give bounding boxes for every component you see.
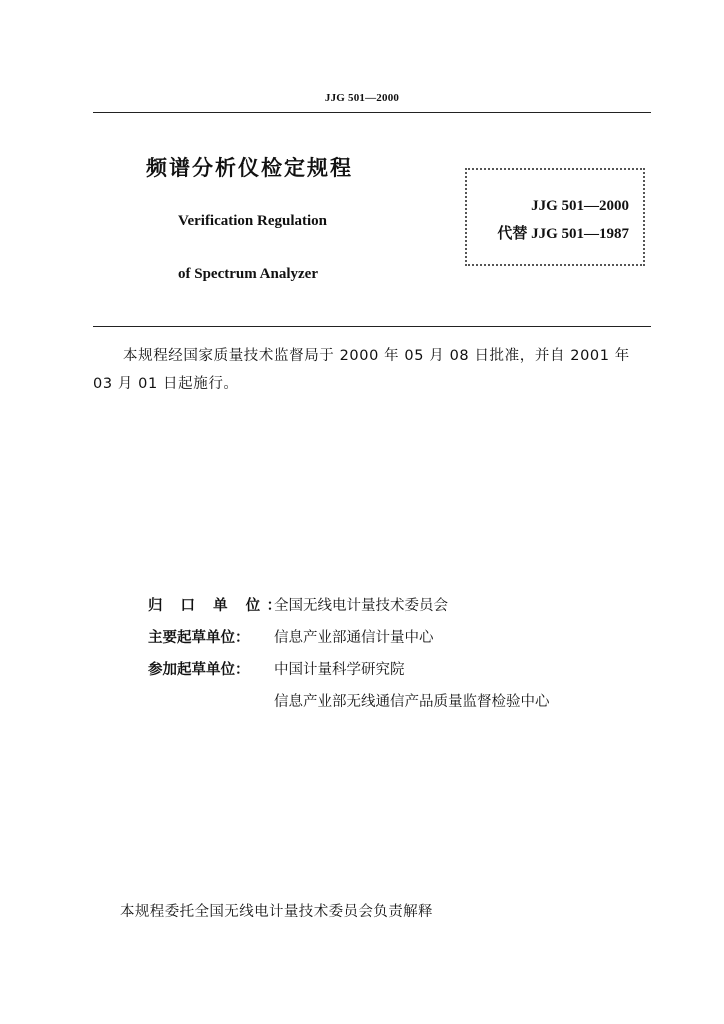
code-box-replaces: 代替 JJG 501—1987 [497, 226, 629, 242]
unit-value: 全国无线电计量技术委员会 [274, 598, 448, 614]
header-standard-code: JJG 501—2000 [324, 92, 400, 104]
section-rule [93, 326, 651, 327]
approval-statement: 本规程经国家质量技术监督局于 2000 年 05 月 08 日批准，并自 2001 年 03 月 01 日起施行。 [93, 348, 630, 392]
header-rule [93, 112, 651, 113]
unit-value: 信息产业部通信计量中心 [274, 630, 434, 646]
unit-label: 参加起草单位： [148, 662, 250, 678]
title-chinese: 频谱分析仪检定规程 [146, 156, 353, 180]
drafting-units [148, 590, 550, 718]
title-english-line1: Verification Regulation [178, 213, 328, 229]
interpretation-note: 本规程委托全国无线电计量技术委员会负责解释 [120, 904, 433, 920]
title-english-line2: of Spectrum Analyzer [178, 266, 318, 282]
unit-row-participating-drafter-2 [148, 686, 550, 718]
code-box-current: JJG 501—2000 [531, 198, 629, 214]
unit-row-participating-drafter [148, 654, 550, 686]
unit-value: 中国计量科学研究院 [274, 662, 405, 678]
unit-row-main-drafter [148, 622, 550, 654]
unit-value: 信息产业部无线通信产品质量监督检验中心 [274, 694, 550, 710]
unit-label: 归 口 单 位： [148, 598, 288, 614]
standard-code-box [465, 168, 645, 266]
unit-label: 主要起草单位： [148, 630, 250, 646]
unit-row-responsible [148, 590, 550, 622]
